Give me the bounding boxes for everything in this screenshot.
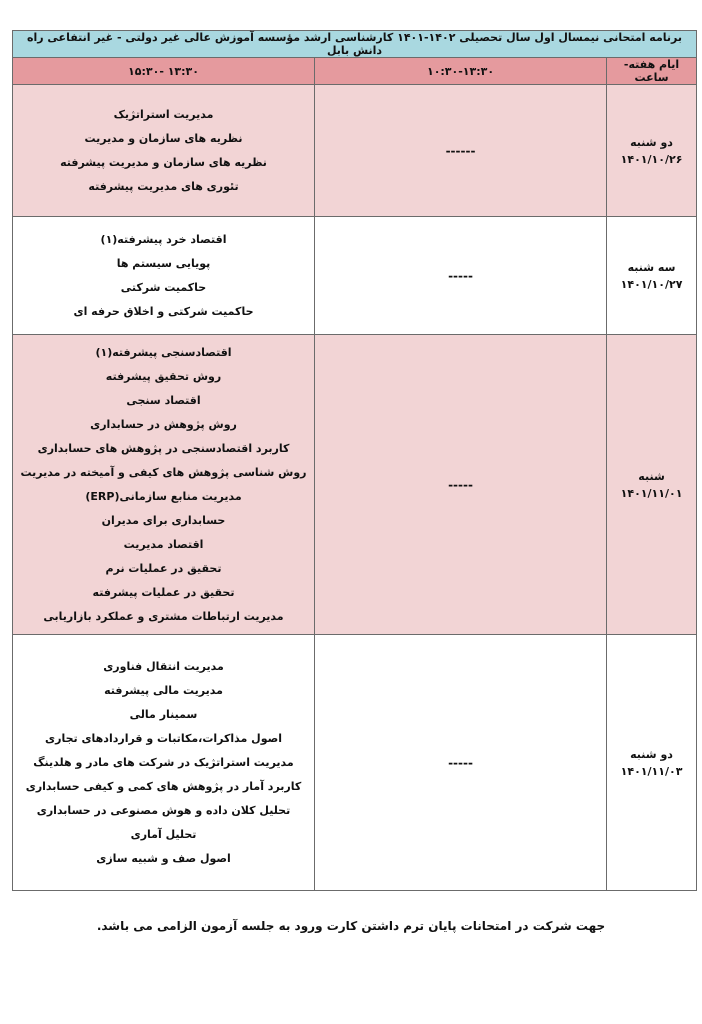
day-cell	[607, 85, 697, 217]
date-label: ۱۴۰۱/۱۰/۲۶	[620, 152, 683, 166]
course-item: مدیریت مالی پیشرفته	[104, 683, 223, 697]
afternoon-courses	[13, 85, 315, 217]
course-item: روش تحقیق پیشرفته	[105, 369, 222, 383]
course-item: حاکمیت شرکتی و اخلاق حرفه ای	[73, 304, 254, 318]
weekday-label: دو شنبه	[630, 135, 673, 149]
day-cell	[607, 335, 697, 635]
course-item: تحقیق در عملیات نرم	[105, 561, 222, 575]
date-label: ۱۴۰۱/۱۱/۰۳	[620, 764, 683, 778]
course-item: تحقیق در عملیات پیشرفته	[92, 585, 235, 599]
weekday-label: سه شنبه	[627, 260, 676, 274]
course-item: روش پژوهش در حسابداری	[90, 417, 237, 431]
course-item: پویایی سیستم ها	[116, 256, 211, 270]
afternoon-courses	[13, 217, 315, 335]
exam-schedule-table	[12, 30, 697, 891]
table-header-row	[13, 58, 697, 85]
course-item: کاربرد آمار در پژوهش های کمی و کیفی حسابداری	[25, 779, 302, 793]
course-item: کاربرد اقتصادسنجی در پژوهش های حسابداری	[37, 441, 290, 455]
afternoon-courses	[13, 335, 315, 635]
afternoon-courses	[13, 635, 315, 891]
course-item: حسابداری برای مدیران	[101, 513, 226, 527]
course-item: اقتصادسنجی پیشرفته(۱)	[95, 345, 232, 359]
table-row	[13, 335, 697, 635]
course-item: تحلیل کلان داده و هوش مصنوعی در حسابداری	[36, 803, 291, 817]
weekday-label: دو شنبه	[630, 747, 673, 761]
column-header-morning: ۱۰:۳۰-۱۳:۳۰	[315, 58, 607, 85]
schedule-title: برنامه امتحانی نیمسال اول سال تحصیلی ۱۴۰۲-۱۴۰۱ کارشناسی ارشد مؤسسه آموزش عالی غیر دولتی - غیر انتفاعی راه دانش بابل	[13, 31, 697, 58]
table-row	[13, 635, 697, 891]
course-item: اصول صف و شبیه سازی	[96, 851, 231, 865]
table-title-row	[13, 31, 697, 58]
table-row	[13, 85, 697, 217]
course-item: اصول مذاکرات،مکاتبات و قراردادهای تجاری	[45, 731, 282, 745]
course-item: سمینار مالی	[129, 707, 198, 721]
column-header-afternoon: ۱۳:۳۰ -۱۵:۳۰	[13, 58, 315, 85]
footer-note: جهت شرکت در امتحانات پایان ترم داشتن کارت ورود به جلسه آزمون الزامی می باشد.	[96, 919, 606, 933]
course-item: حاکمیت شرکتی	[120, 280, 207, 294]
date-label: ۱۴۰۱/۱۰/۲۷	[620, 277, 683, 291]
course-item: مدیریت استراتژیک	[113, 107, 214, 121]
course-item: اقتصاد مدیریت	[123, 537, 204, 551]
morning-slot: -----	[315, 635, 607, 891]
course-item: مدیریت ارتباطات مشتری و عملکرد بازاریابی	[43, 609, 284, 623]
weekday-label: شنبه	[638, 469, 665, 483]
day-cell	[607, 635, 697, 891]
course-item: مدیریت استراتژیک در شرکت های مادر و هلدینگ	[33, 755, 294, 769]
day-cell	[607, 217, 697, 335]
course-item: روش شناسی پژوهش های کیفی و آمیخته در مدیریت	[20, 465, 307, 479]
course-item: اقتصاد خرد پیشرفته(۱)	[100, 232, 227, 246]
column-header-day: ایام هفته-ساعت	[607, 58, 697, 85]
course-item: نظریه های سازمان و مدیریت پیشرفته	[60, 155, 267, 169]
morning-slot: ------	[315, 85, 607, 217]
date-label: ۱۴۰۱/۱۱/۰۱	[620, 486, 683, 500]
course-item: مدیریت منابع سازمانی(ERP)	[85, 489, 242, 503]
morning-slot: -----	[315, 335, 607, 635]
exam-schedule-sheet	[12, 30, 696, 891]
table-row	[13, 217, 697, 335]
course-item: اقتصاد سنجی	[126, 393, 201, 407]
course-item: تحلیل آماری	[130, 827, 197, 841]
morning-slot: -----	[315, 217, 607, 335]
course-item: تئوری های مدیریت پیشرفته	[88, 179, 239, 193]
course-item: نظریه های سازمان و مدیریت	[84, 131, 243, 145]
course-item: مدیریت انتقال فناوری	[103, 659, 224, 673]
